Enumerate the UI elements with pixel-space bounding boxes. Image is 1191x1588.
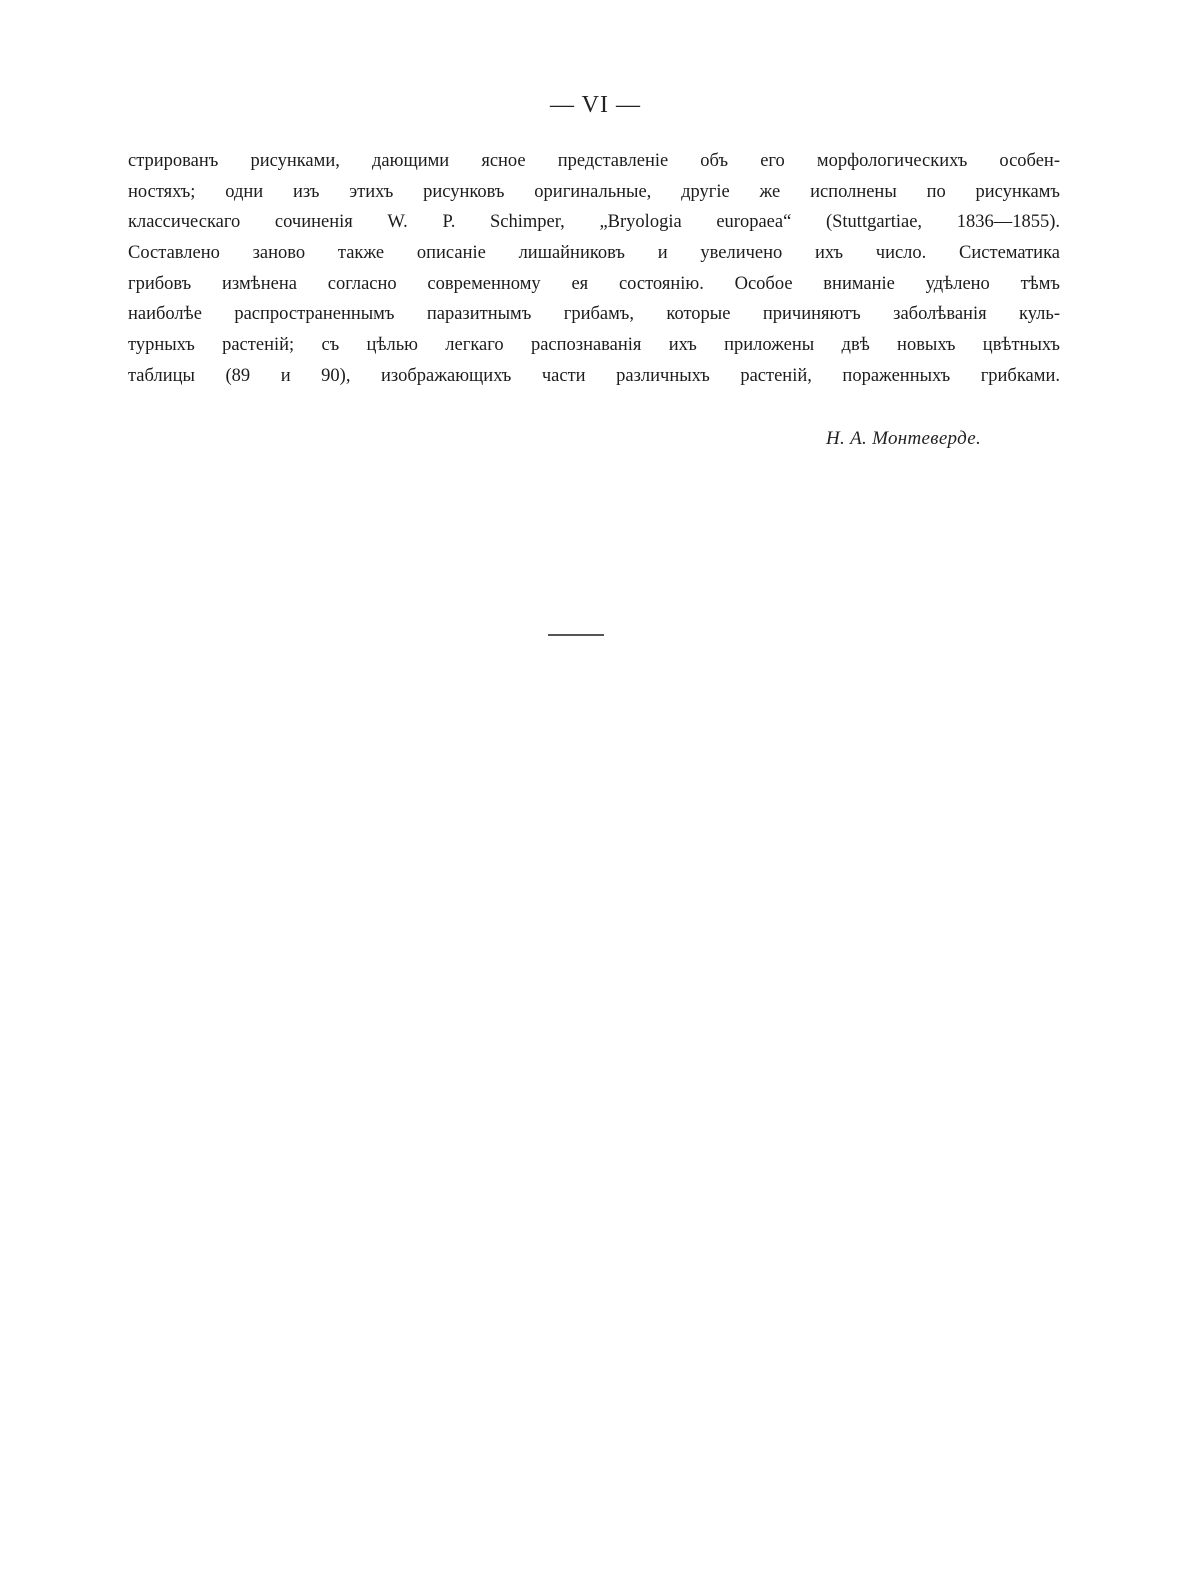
text-line: Составлено заново также описаніе лишайниковъ и увеличено ихъ число. Систематика bbox=[128, 243, 1060, 264]
text-line: турныхъ растеній; съ цѣлью легкаго распознаванія ихъ приложены двѣ новыхъ цвѣтныхъ bbox=[128, 335, 1060, 356]
text-line: таблицы (89 и 90), изображающихъ части различныхъ растеній, пораженныхъ грибками. bbox=[128, 365, 1060, 386]
text-line: грибовъ измѣнена согласно современному ея состоянію. Особое вниманіе удѣлено тѣмъ bbox=[128, 273, 1060, 294]
page-number: — VI — bbox=[550, 92, 641, 118]
text-line: ностяхъ; одни изъ этихъ рисунковъ оригинальные, другіе же исполнены по рисункамъ bbox=[128, 181, 1060, 202]
text-line: стрированъ рисунками, дающими ясное представленіе объ его морфологическихъ особен- bbox=[128, 151, 1060, 171]
text-line: классическаго сочиненія W. P. Schimper, „Bryologia europaea“ (Stuttgartiae, 1836—1855). bbox=[128, 212, 1060, 233]
text-line: наиболѣе распространеннымъ паразитнымъ грибамъ, которые причиняютъ заболѣванія куль- bbox=[128, 304, 1060, 325]
section-divider bbox=[548, 634, 604, 636]
body-paragraph bbox=[128, 146, 1060, 392]
author-signature: Н. А. Монтеверде. bbox=[826, 428, 982, 449]
